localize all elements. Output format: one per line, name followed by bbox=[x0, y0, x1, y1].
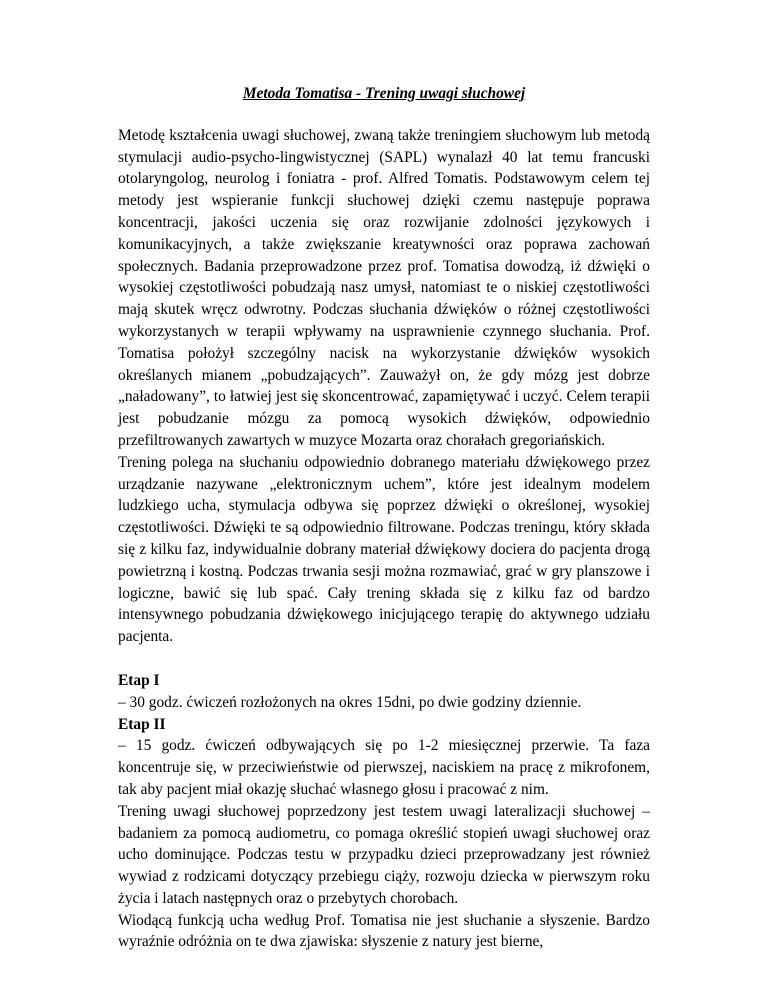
test-paragraph: Trening uwagi słuchowej poprzedzony jest testem uwagi lateralizacji słuchowej – badaniem za pomocą audiometru, co pomaga określić stopień uwagi słuchowej oraz ucho dominujące. Podczas testu w przypadku dzieci przeprowadzany jest również wywiad z rodzicami dotyczący przebiegu ciąży, rozwoju dziecka w pierwszym roku życia i latach następnych oraz o przebytych chorobach. bbox=[118, 802, 650, 907]
training-paragraph: Trening polega na słuchaniu odpowiednio dobranego materiału dźwiękowego przez urządzanie nazywane „elektronicznym uchem”, które jest idealnym modelem ludzkiego ucha, stymulacja odbywa się poprzez dźwięki o określonej, wysokiej częstotliwości. Dźwięki te są odpowiednio filtrowane. Podczas treningu, który składa się z kilku faz, indywidualnie dobrany materiał dźwiękowy dociera do pacjenta drogą powietrzną i kostną. Podczas trwania sesji można rozmawiać, grać w gry planszowe i logiczne, bawić się lub spać. Cały trening składa się z kilku faz od bardzo intensywnego pobudzania dźwiękowego inicjującego terapię do aktywnego udziału pacjenta. bbox=[118, 453, 650, 646]
document-title: Metoda Tomatisa - Trening uwagi słuchowej bbox=[242, 85, 526, 102]
stage-1-text: – 30 godz. ćwiczeń rozłożonych na okres 15dni, po dwie godziny dziennie. bbox=[118, 693, 582, 711]
stage-2-text: – 15 godz. ćwiczeń odbywających się po 1-2 miesięcznej przerwie. Ta faza koncentruje się, w przeciwieństwie od pierwszej, naciskiem na pracę z mikrofonem, tak aby pacjent miał okazję słuchać własnego głosu i pracować z nim. bbox=[118, 737, 650, 798]
stage-1-heading: Etap I bbox=[118, 671, 160, 689]
intro-paragraph: Metodę kształcenia uwagi słuchowej, zwaną także treningiem słuchowym lub metodą stymulacji audio-psycho-lingwistycznej (SAPL) wynalazł 40 lat temu francuski otolaryngolog, neurolog i foniatra - prof. Alfred Tomatis. Podstawowym celem tej metody jest wspieranie funkcji słuchowej dzięki czemu następuje poprawa koncentracji, jakości uczenia się oraz rozwijanie zdolności językowych i komunikacyjnych, a także zwiększanie kreatywności oraz poprawa zachowań społecznych. Badania przeprowadzone przez prof. Tomatisa dowodzą, iż dźwięki o wysokiej częstotliwości pobudzają nasz umysł, natomiast te o niskiej częstotliwości mają skutek wręcz odwrotny. Podczas słuchania dźwięków o różnej częstotliwości wykorzystanych w terapii wpływamy na usprawnienie czynnego słuchania. Prof. Tomatisa położył szczególny nacisk na wykorzystanie dźwięków wysokich określanych mianem „pobudzających”. Zauważył on, że gdy mózg jest dobrze „naładowany”, to łatwiej jest się skoncentrować, zapamiętywać i uczyć. Celem terapii jest pobudzanie mózgu za pomocą wysokich dźwięków, odpowiednio przefiltrowanych zawartych w muzyce Mozarta oraz chorałach gregoriańskich. bbox=[118, 126, 650, 449]
section-spacer bbox=[118, 648, 650, 670]
document-page bbox=[118, 83, 650, 953]
stage-2-heading: Etap II bbox=[118, 715, 166, 733]
hearing-paragraph: Wiodącą funkcją ucha według Prof. Tomatisa nie jest słuchanie a słyszenie. Bardzo wyraźnie odróżnia on te dwa zjawiska: słyszenie z natury jest bierne, bbox=[118, 911, 650, 951]
